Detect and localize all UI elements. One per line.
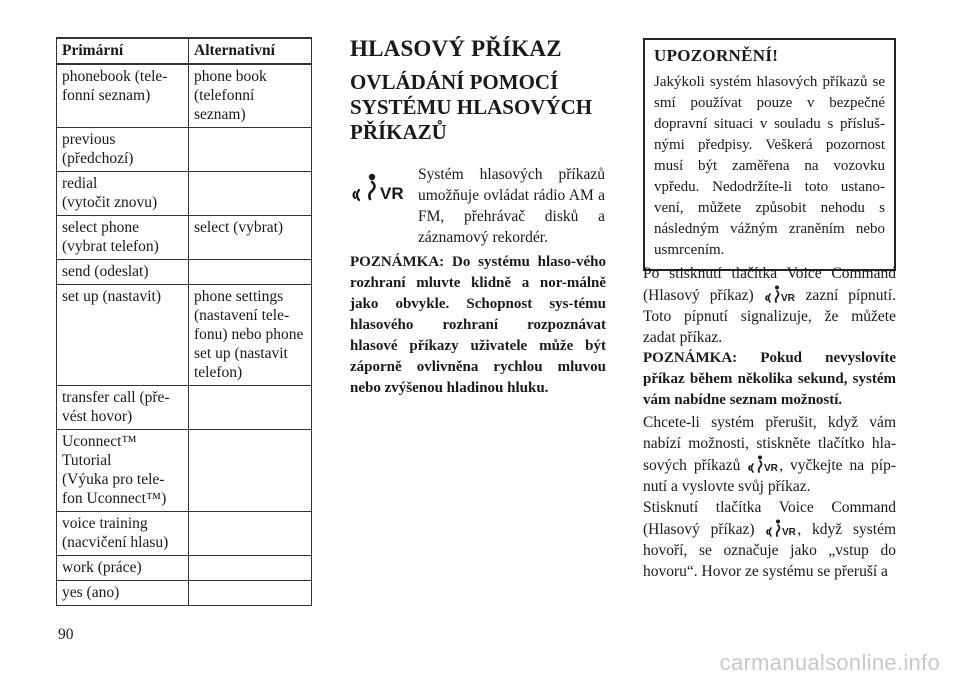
cell-alternative xyxy=(189,285,312,386)
cell-alternative xyxy=(189,216,312,260)
cell-line: set up (nastavit) xyxy=(62,288,162,305)
paragraph-barge-in-text-b: , když systém hovoří, se označuje jako „vstup do hovoru“. Hovor ze systému se přeruší a xyxy=(643,521,896,580)
cell-alternative xyxy=(189,64,312,128)
cell-line: telefon) xyxy=(194,364,243,381)
table-row xyxy=(57,386,312,430)
vr-label-small: VR xyxy=(782,527,797,538)
cell-line: fonu) nebo phone xyxy=(194,326,304,343)
cell-alternative xyxy=(189,260,312,285)
cell-primary xyxy=(57,172,189,216)
cell-line: (Výuka pro tele- xyxy=(62,471,165,488)
cell-alternative xyxy=(189,556,312,581)
section-subtitle: OVLÁDÁNÍ POMOCÍ SYSTÉMU HLASOVÝCH PŘÍKAZŮ xyxy=(350,70,593,144)
cell-alternative xyxy=(189,581,312,606)
cell-line: select (vybrat) xyxy=(194,219,284,236)
section-title: HLASOVÝ PŘÍKAZ xyxy=(350,36,562,61)
cell-primary xyxy=(57,128,189,172)
cell-line: phone settings xyxy=(194,288,284,305)
cell-line: (předchozí) xyxy=(62,150,134,167)
warning-title: UPOZORNĚNÍ! xyxy=(654,46,779,65)
cell-primary xyxy=(57,556,189,581)
cell-alternative xyxy=(189,430,312,512)
cell-line: (telefonní xyxy=(194,87,255,104)
voice-button-icon xyxy=(764,284,796,304)
cell-line: previous xyxy=(62,131,116,148)
cell-primary xyxy=(57,216,189,260)
table-row xyxy=(57,430,312,512)
cell-line: redial xyxy=(62,175,98,192)
cell-line: phonebook (tele- xyxy=(62,68,168,85)
cell-line: (nacvičení hlasu) xyxy=(62,534,169,551)
paragraph-barge-in xyxy=(643,497,896,582)
note-speech: POZNÁMKA: Do systému hlaso-vého rozhraní mluvte klidně a nor-málně jako obvykle. Schopnost sys-tému hlasového rozhraní rozpoznávat hlasové příkazy uživatele může být záporně ovlivněna rychlou mluvou nebo zvýšenou hladinou hluku. xyxy=(350,254,606,396)
table-row xyxy=(57,128,312,172)
paragraph-beep xyxy=(643,263,896,348)
cell-alternative xyxy=(189,128,312,172)
voice-command-table xyxy=(56,37,312,606)
vr-description: Systém hlasových příkazů umožňuje ovládat rádio AM a FM, přehrávač disků a záznamový rekordér. xyxy=(418,166,605,246)
table-body xyxy=(57,64,312,606)
watermark: carmanualsonline.info xyxy=(719,650,940,675)
page-number: 90 xyxy=(58,626,74,643)
table-row xyxy=(57,216,312,260)
cell-primary xyxy=(57,386,189,430)
paragraph-beep-text-a: Po stisknutí tlačítka Voice Command (Hlasový příkaz) xyxy=(643,265,896,304)
cell-line: work (práce) xyxy=(62,559,142,576)
cell-line: yes (ano) xyxy=(62,584,120,601)
table-row xyxy=(57,556,312,581)
paragraph-beep-text-b: zazní pípnutí. Toto pípnutí signalizuje, že můžete zadat příkaz. xyxy=(643,287,896,346)
cell-primary xyxy=(57,512,189,556)
note-timeout: POZNÁMKA: Pokud nevyslovíte příkaz během několika sekund, systém vám nabídne seznam možností. xyxy=(643,350,896,408)
cell-primary xyxy=(57,285,189,386)
cell-line: Tutorial xyxy=(62,452,112,469)
cell-line: set up (nastavit xyxy=(194,345,288,362)
table-row xyxy=(57,512,312,556)
vr-label-small: VR xyxy=(764,463,779,474)
cell-alternative xyxy=(189,386,312,430)
voice-button-icon xyxy=(765,518,797,538)
paragraph-interrupt-text-b: , vyčkejte na píp-nutí a vyslovte svůj příkaz. xyxy=(643,457,896,495)
cell-line: send (odeslat) xyxy=(62,263,149,280)
cell-line: voice training xyxy=(62,515,148,532)
warning-box xyxy=(643,38,896,271)
header-primary: Primární xyxy=(57,38,189,64)
cell-line: (nastavení tele- xyxy=(194,307,290,324)
cell-line: phone book xyxy=(194,68,267,85)
voice-button-icon xyxy=(747,454,779,474)
vr-label-small: VR xyxy=(780,293,795,304)
cell-line: Uconnect™ xyxy=(62,433,137,450)
cell-line: transfer call (pře- xyxy=(62,389,170,406)
cell-alternative xyxy=(189,172,312,216)
cell-line: select phone xyxy=(62,219,140,236)
table-row xyxy=(57,260,312,285)
table-row xyxy=(57,581,312,606)
cell-alternative xyxy=(189,512,312,556)
table-row xyxy=(57,285,312,386)
cell-primary xyxy=(57,581,189,606)
paragraph-barge-in-text-a: Stisknutí tlačítka Voice Command (Hlasový příkaz) xyxy=(643,499,896,538)
cell-line: (vytočit znovu) xyxy=(62,194,158,211)
paragraph-interrupt xyxy=(643,412,896,497)
cell-line: fon Uconnect™) xyxy=(62,490,167,507)
cell-primary xyxy=(57,430,189,512)
voice-recognition-icon xyxy=(350,168,408,208)
paragraph-interrupt-text-a: Chcete-li systém přerušit, když vám nabízí možnosti, stiskněte tlačítko hla-sových příkazů xyxy=(643,414,896,474)
warning-text: Jakýkoli systém hlasových příkazů se smí používat pouze v bezpečné dopravní situaci v souladu s přísluš-nými předpisy. Veškerá pozornost musí být zaměřena na vozovku vpředu. Nedodržíte-li toto ustano-vení, můžete způsobit nehodu s následným vážným zraněním nebo usmrcením. xyxy=(654,74,885,258)
header-alternative: Alternativní xyxy=(189,38,312,64)
cell-line: vést hovor) xyxy=(62,408,133,425)
table-row xyxy=(57,64,312,128)
cell-primary xyxy=(57,64,189,128)
table-row xyxy=(57,172,312,216)
cell-primary xyxy=(57,260,189,285)
table-header-row xyxy=(57,38,312,64)
vr-label: VR xyxy=(380,184,404,203)
cell-line: (vybrat telefon) xyxy=(62,238,159,255)
cell-line: seznam) xyxy=(194,106,246,123)
cell-line: fonní seznam) xyxy=(62,87,151,104)
